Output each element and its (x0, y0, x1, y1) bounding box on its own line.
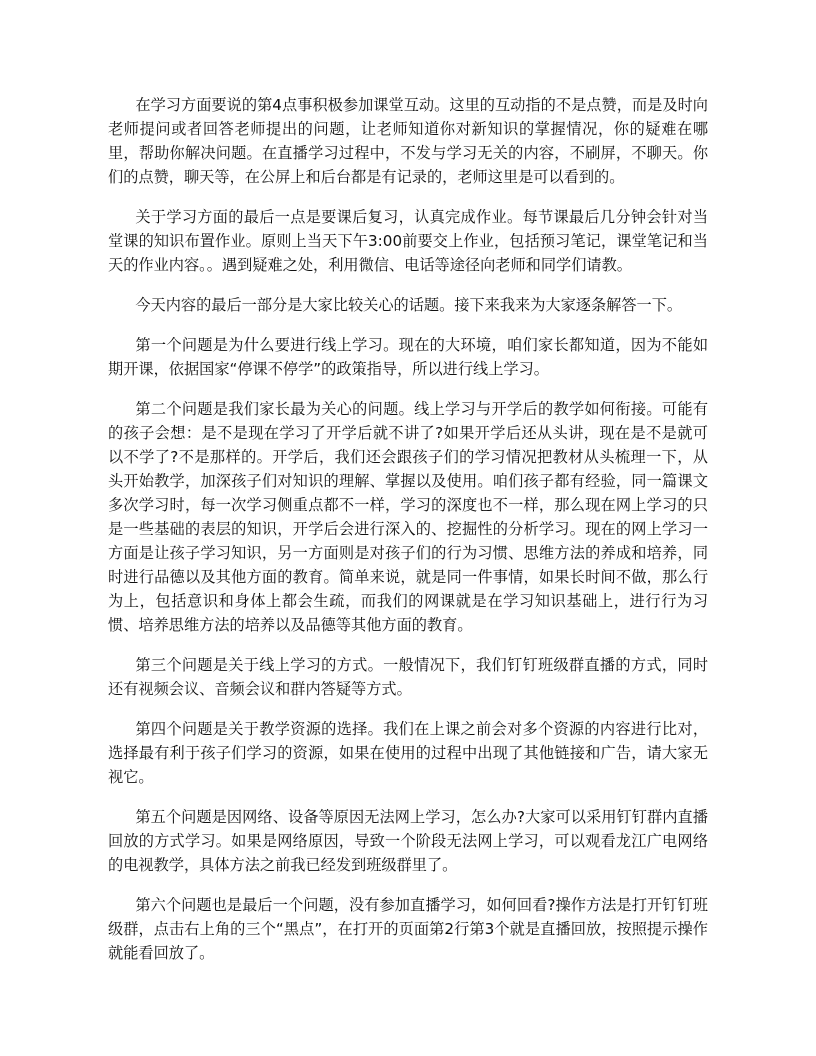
paragraph-question-5: 第五个问题是因网络、设备等原因无法网上学习，怎么办?大家可以采用钉钉群内直播回放的方式学习。如果是网络原因，导致一个阶段无法网上学习，可以观看龙江广电网络的电视教学，具体方法之前我已经发到班级群里了。 (108, 808, 708, 874)
paragraph-question-3: 第三个问题是关于线上学习的方式。一般情况下，我们钉钉班级群直播的方式，同时还有视频会议、音频会议和群内答疑等方式。 (108, 656, 708, 698)
paragraph-faq-intro: 今天内容的最后一部分是大家比较关心的话题。接下来我来为大家逐条解答一下。 (135, 296, 683, 314)
paragraph-classroom-interaction: 在学习方面要说的第4点事积极参加课堂互动。这里的互动指的不是点赞，而是及时向老师提问或者回答老师提出的问题，让老师知道你对新知识的掌握情况，你的疑难在哪里，帮助你解决问题。在直播学习过程中，不发与学习无关的内容，不刷屏，不聊天。你们的点赞，聊天等，在公屏上和后台都是有记录的，老师这里是可以看到的。 (108, 96, 708, 186)
paragraph-review-homework: 关于学习方面的最后一点是要课后复习，认真完成作业。每节课最后几分钟会针对当堂课的知识布置作业。原则上当天下午3:00前要交上作业，包括预习笔记，课堂笔记和当天的作业内容。。遇到疑难之处，利用微信、电话等途径向老师和同学们请教。 (108, 208, 708, 274)
document-body (108, 93, 708, 981)
paragraph-question-1: 第一个问题是为什么要进行线上学习。现在的大环境，咱们家长都知道，因为不能如期开课，依据国家“停课不停学”的政策指导，所以进行线上学习。 (108, 336, 708, 378)
paragraph-question-4: 第四个问题是关于教学资源的选择。我们在上课之前会对多个资源的内容进行比对，选择最有利于孩子们学习的资源，如果在使用的过程中出现了其他链接和广告，请大家无视它。 (108, 720, 708, 786)
paragraph-question-2: 第二个问题是我们家长最为关心的问题。线上学习与开学后的教学如何衔接。可能有的孩子会想：是不是现在学习了开学后就不讲了?如果开学后还从头讲，现在是不是就可以不学了?不是那样的。开学后，我们还会跟孩子们的学习情况把教材从头梳理一下，从头开始教学，加深孩子们对知识的理解、掌握以及使用。咱们孩子都有经验，同一篇课文多次学习时，每一次学习侧重点都不一样，学习的深度也不一样，那么现在网上学习的只是一些基础的表层的知识，开学后会进行深入的、挖掘性的分析学习。现在的网上学习一方面是让孩子学习知识，另一方面则是对孩子们的行为习惯、思维方法的养成和培养，同时进行品德以及其他方面的教育。简单来说，就是同一件事情，如果长时间不做，那么行为上，包括意识和身体上都会生疏，而我们的网课就是在学习知识基础上，进行行为习惯、培养思维方法的培养以及品德等其他方面的教育。 (108, 400, 708, 634)
paragraph-question-6: 第六个问题也是最后一个问题，没有参加直播学习，如何回看?操作方法是打开钉钉班级群，点击右上角的三个“黑点”，在打开的页面第2行第3个就是直播回放，按照提示操作就能看回放了。 (108, 896, 708, 962)
